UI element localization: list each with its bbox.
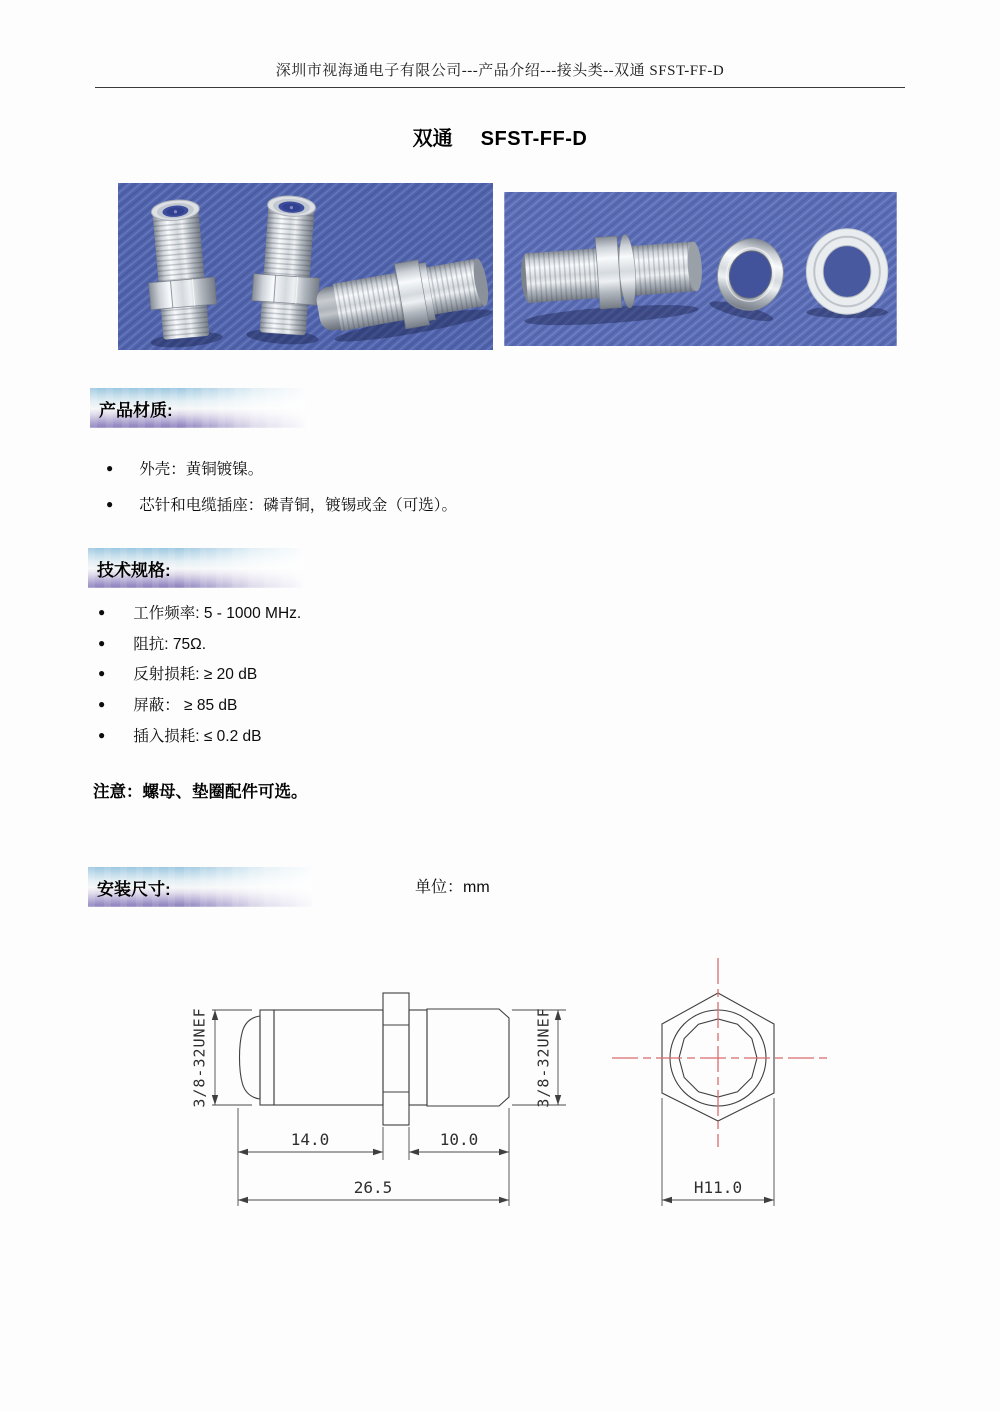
spec-item-text: 插入损耗: ≤ 0.2 dB [133, 728, 262, 745]
title-chinese: 双通 [412, 128, 453, 150]
page-title [0, 122, 1000, 151]
spec-item-text: 屏蔽： ≥ 85 dB [133, 697, 238, 714]
bullet-icon: ● [98, 666, 106, 680]
header-rule [95, 87, 905, 88]
spec-item [98, 693, 237, 715]
spec-item [98, 662, 257, 684]
bullet-icon: ● [98, 697, 106, 711]
bullet-icon: ● [106, 497, 114, 511]
spec-item [98, 601, 301, 623]
dim-left-section [238, 1130, 383, 1155]
dim-total-label: 26.5 [353, 1178, 393, 1197]
note-text: 注意：螺母、垫圈配件可选。 [93, 783, 308, 801]
section-heading-material [90, 388, 305, 428]
thread-label-right: 3/8-32UNEF [534, 1007, 553, 1108]
dimension-drawing [0, 940, 1000, 1240]
title-model: SFST-FF-D [480, 128, 588, 150]
bullet-icon: ● [98, 605, 106, 619]
page-header: 深圳市视海通电子有限公司---产品介绍---接头类--双通 SFST-FF-D [275, 63, 725, 79]
spec-item-text: 反射损耗: ≥ 20 dB [133, 666, 258, 683]
bullet-icon: ● [98, 636, 106, 650]
dim-thread-right [512, 1007, 566, 1107]
material-item-text: 芯针和电缆插座：磷青铜，镀锡或金（可选）。 [139, 497, 458, 514]
material-item-text: 外壳：黄铜镀镍。 [139, 461, 264, 478]
spec-item [98, 724, 262, 746]
side-view [240, 993, 510, 1125]
product-photo-right [503, 192, 898, 346]
dim-total-length [238, 1178, 509, 1203]
section-heading-material-label: 产品材质: [99, 400, 173, 420]
dim-right-section [409, 1130, 509, 1155]
bullet-icon: ● [106, 461, 114, 475]
section-heading-specs-label: 技术规格: [97, 560, 171, 580]
dim-hex-label: H11.0 [693, 1178, 743, 1197]
section-heading-dimensions [88, 867, 312, 907]
section-heading-dimensions-label: 安装尺寸: [97, 879, 171, 899]
dim-right-section-label: 10.0 [439, 1130, 479, 1149]
dim-thread-left [190, 1007, 252, 1107]
spec-item-text: 阻抗: 75Ω. [133, 636, 206, 653]
thread-label-left: 3/8-32UNEF [190, 1007, 209, 1108]
material-item [106, 457, 263, 479]
dim-left-section-label: 14.0 [290, 1130, 330, 1149]
hex-view [612, 958, 827, 1147]
section-heading-specs [88, 548, 303, 588]
material-item [106, 493, 457, 515]
spec-item-text: 工作频率: 5 - 1000 MHz. [133, 605, 302, 622]
unit-label: 单位：mm [415, 879, 490, 896]
bullet-icon: ● [98, 728, 106, 742]
product-photo-left [118, 183, 493, 350]
spec-item [98, 632, 206, 654]
